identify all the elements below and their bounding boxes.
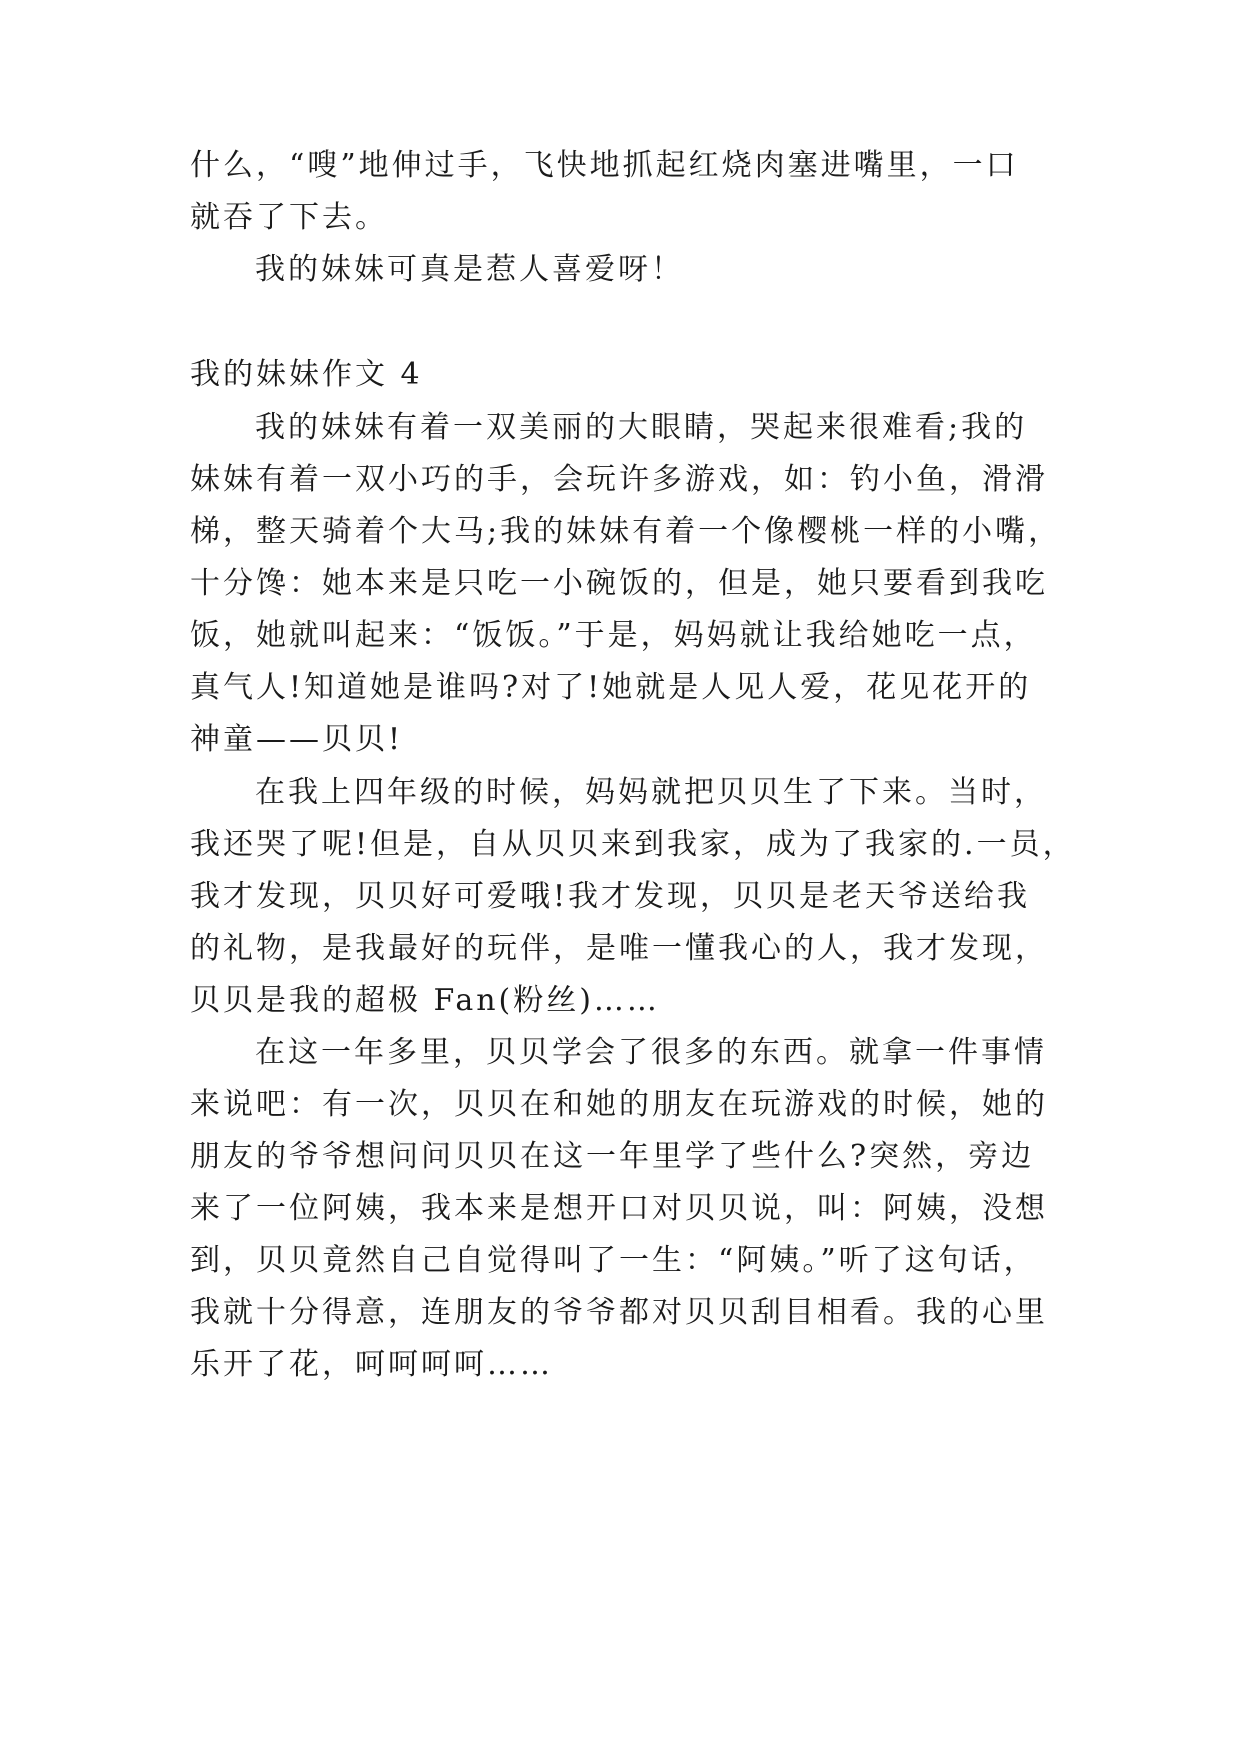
text-line: 梯，整天骑着个大马;我的妹妹有着一个像樱桃一样的小嘴， bbox=[190, 514, 1062, 549]
text-line: 十分馋：她本来是只吃一小碗饭的，但是，她只要看到我吃 bbox=[190, 566, 1048, 601]
text-line: 在这一年多里，贝贝学会了很多的东西。就拿一件事情 bbox=[255, 1035, 1047, 1070]
text-line: 就吞了下去。 bbox=[190, 200, 388, 235]
text-line: 的礼物，是我最好的玩伴，是唯一懂我心的人，我才发现， bbox=[190, 931, 1048, 966]
text-line: 到，贝贝竟然自己自觉得叫了一生：“阿姨。”听了这句话， bbox=[190, 1243, 1037, 1278]
text-line: 来说吧：有一次，贝贝在和她的朋友在玩游戏的时候，她的 bbox=[190, 1087, 1048, 1122]
text-line: 神童——贝贝! bbox=[190, 722, 404, 757]
text-line: 朋友的爷爷想问问贝贝在这一年里学了些什么?突然，旁边 bbox=[190, 1139, 1035, 1174]
text-line: 我的妹妹有着一双美丽的大眼睛，哭起来很难看;我的 bbox=[255, 410, 1028, 445]
text-line: 来了一位阿姨，我本来是想开口对贝贝说，叫：阿姨，没想 bbox=[190, 1191, 1048, 1226]
text-line: 在我上四年级的时候，妈妈就把贝贝生了下来。当时， bbox=[255, 775, 1047, 810]
text-line: 我才发现，贝贝好可爱哦!我才发现，贝贝是老天爷送给我 bbox=[190, 879, 1031, 914]
text-line: 妹妹有着一双小巧的手，会玩许多游戏，如：钓小鱼，滑滑 bbox=[190, 462, 1048, 497]
text-line: 贝贝是我的超极 Fan(粉丝)…… bbox=[190, 983, 660, 1018]
text-line: 我还哭了呢!但是，自从贝贝来到我家，成为了我家的.一员， bbox=[190, 827, 1076, 862]
text-line: 乐开了花，呵呵呵呵…… bbox=[190, 1347, 553, 1382]
text-line: 饭，她就叫起来：“饭饭。”于是，妈妈就让我给她吃一点， bbox=[190, 618, 1037, 653]
text-line: 什么，“嗖”地伸过手，飞快地抓起红烧肉塞进嘴里，一口 bbox=[190, 148, 1019, 183]
text-line: 真气人!知道她是谁吗?对了!她就是人见人爱，花见花开的 bbox=[190, 670, 1032, 705]
text-line: 我就十分得意，连朋友的爷爷都对贝贝刮目相看。我的心里 bbox=[190, 1295, 1048, 1330]
text-line: 我的妹妹可真是惹人喜爱呀！ bbox=[255, 252, 684, 287]
section-heading: 我的妹妹作文 4 bbox=[190, 357, 423, 392]
